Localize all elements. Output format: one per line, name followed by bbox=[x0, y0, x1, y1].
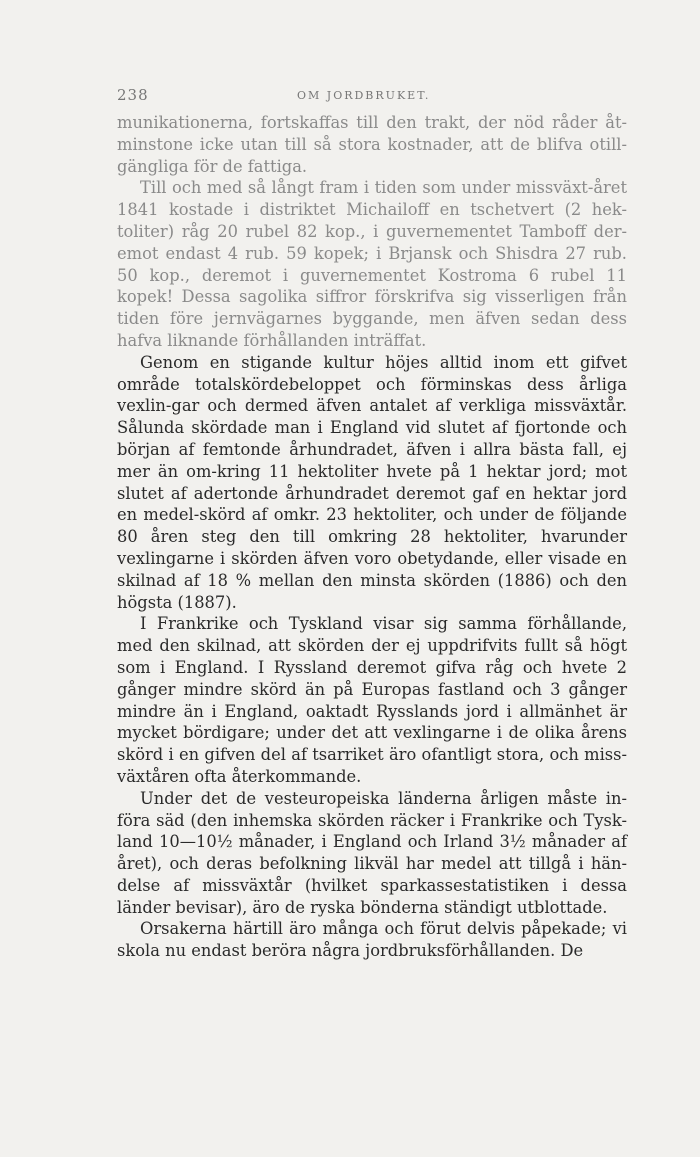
paragraph: Till och med så långt fram i tiden som under missväxt-året 1841 kostade i distriktet Michailoff en tschetvert (2 hek-toliter) råg 20 rubel 82 kop., i guvernementet Tamboff der-emot endast 4 rub. 59 kopek; i Brjansk och Shisdra 27 rub. 50 kop., deremot i guvernementet Kostroma 6 rubel 11 kopek! Dessa sagolika siffror förskrifva sig visserligen från tiden före jernvägarnes byggande, men äfven sedan dess hafva liknande förhållanden inträffat. bbox=[117, 178, 627, 350]
paragraph: Orsakerna härtill äro många och förut delvis påpekade; vi skola nu endast beröra några jordbruksförhållanden. De bbox=[117, 919, 627, 961]
page-number: 238 bbox=[117, 86, 149, 104]
running-title: OM JORDBRUKET. bbox=[297, 89, 431, 102]
paragraph: Genom en stigande kultur höjes alltid inom ett gifvet område totalskördebeloppet och förminskas dess årliga vexlin-gar och dermed äfven antalet af verkliga missväxtår. Sålunda skördade man i England vid slutet af fjortonde och början af femtonde århundradet, äfven i allra bästa fall, ej mer än om-kring 11 hektoliter hvete på 1 hektar jord; mot slutet af adertonde århundradet deremot gaf en hektar jord en medel-skörd af omkr. 23 hektoliter, och under de följande 80 åren steg den till omkring 28 hektoliter, hvarunder vexlingarne i skörden äfven voro obetydande, eller visade en skilnad af 18 % mellan den minsta skörden (1886) och den högsta (1887). bbox=[117, 352, 627, 612]
paragraph: Under det de vesteuropeiska länderna årligen måste in-föra säd (den inhemska skörden räcker i Frankrike och Tysk-land 10—10½ månader, i England och Irland 3½ månader af året), och deras befolkning likväl har medel att tillgå i hän-delse af missväxtår (hvilket sparkassestatistiken i dessa länder bevisar), äro de ryska bönderna ständigt utblottade. bbox=[117, 788, 627, 917]
paragraph-continuation: munikationerna, fortskaffas till den trakt, der nöd råder åt-minstone icke utan till så stora kostnader, att de blifva otill-gängliga för de fattiga. bbox=[117, 113, 627, 176]
paragraph: I Frankrike och Tyskland visar sig samma förhållande, med den skilnad, att skörden der ej uppdrifvits fullt så högt som i England. I Ryssland deremot gifva råg och hvete 2 gånger mindre skörd än på Europas fastland och 3 gånger mindre än i England, oaktadt Rysslands jord i allmänhet är mycket bördigare; under det att vexlingarne i de olika årens skörd i en gifven del af tsarriket äro ofantligt stora, och miss-växtåren ofta återkommande. bbox=[117, 614, 627, 786]
running-head bbox=[117, 86, 625, 108]
body-text bbox=[117, 112, 627, 962]
